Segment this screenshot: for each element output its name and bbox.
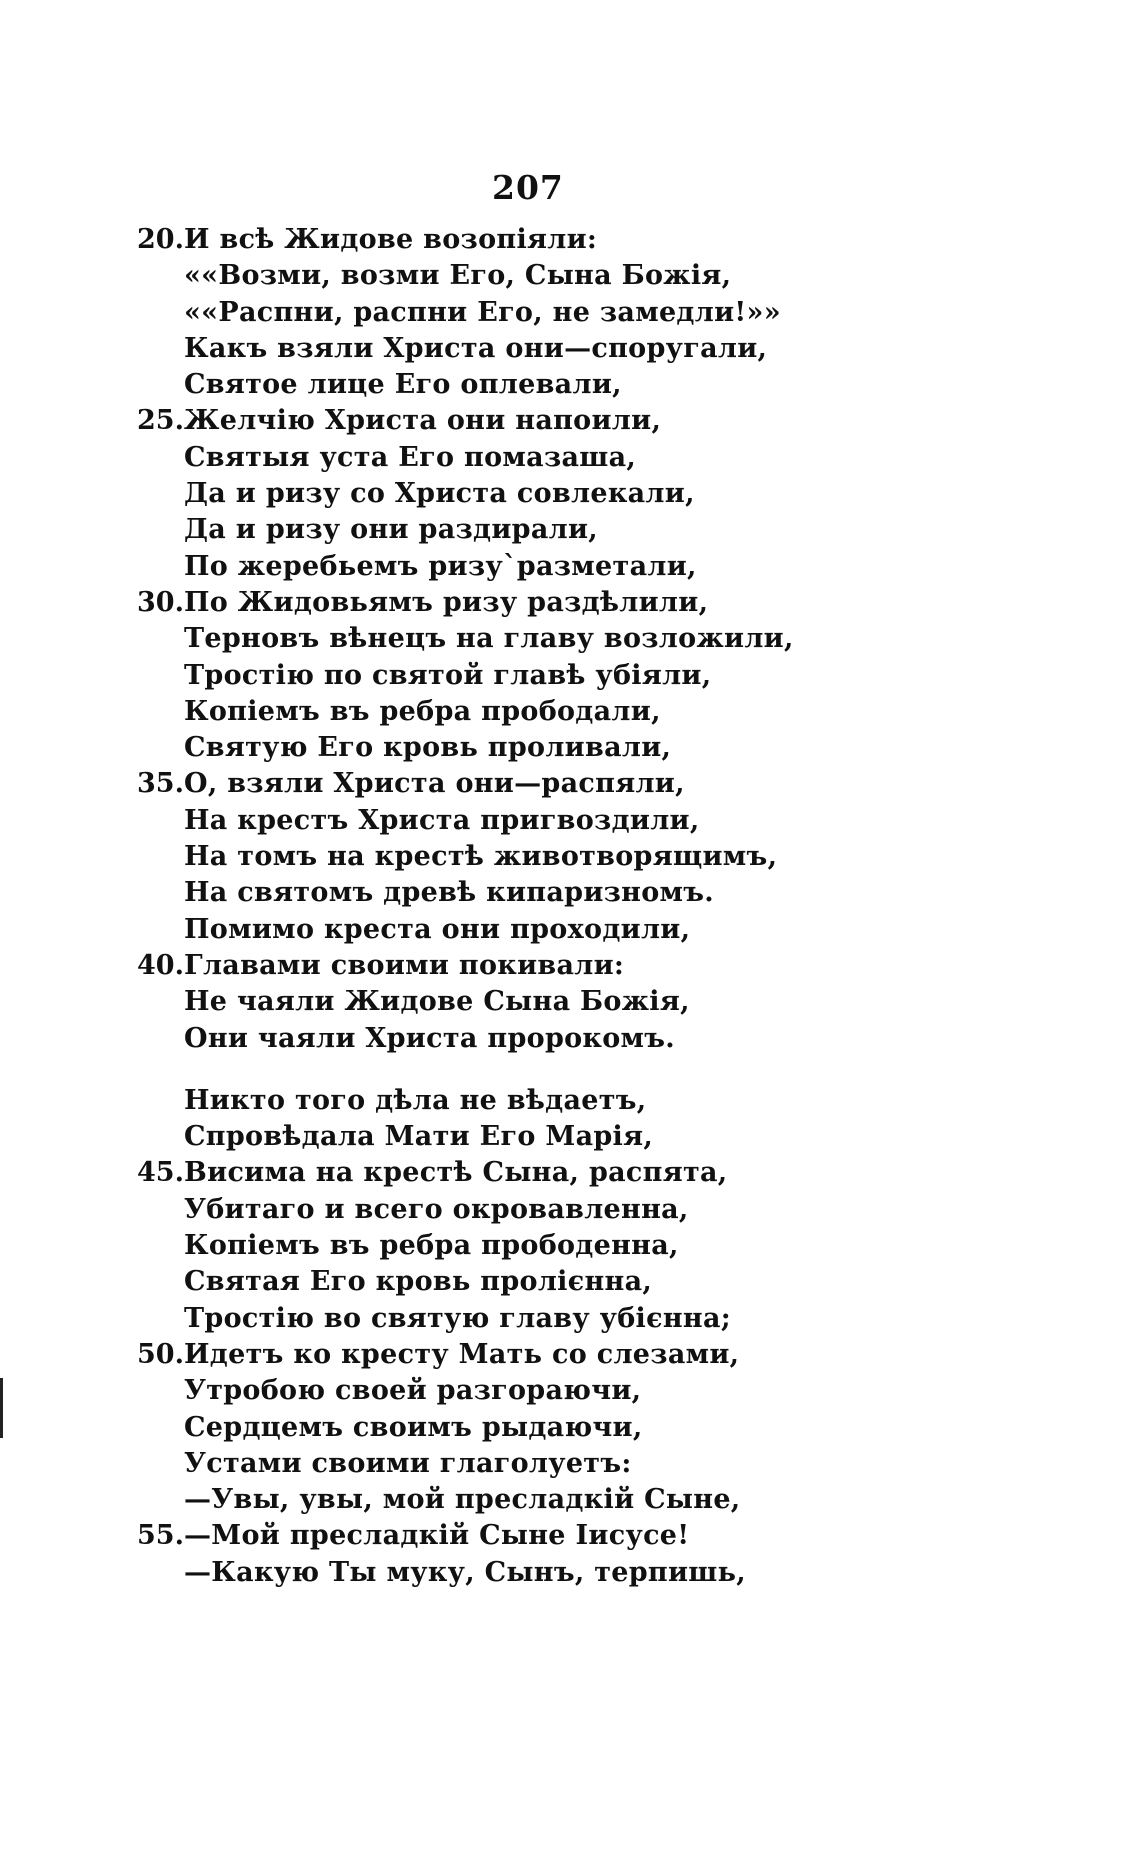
poem-line [0, 694, 1140, 730]
line-text: Святую Его кровь проливали, [184, 732, 672, 764]
scan-edge-mark [0, 1378, 3, 1438]
poem [0, 222, 1140, 1591]
poem-line [0, 222, 1140, 258]
line-text: Убитаго и всего окровавленна, [184, 1193, 689, 1225]
line-number: 30. [137, 586, 184, 618]
line-text: Святая Его кровь пролієнна, [184, 1266, 653, 1298]
poem-line [0, 912, 1140, 948]
line-text: Терновъ вѣнецъ на главу возложили, [184, 623, 794, 655]
poem-line [0, 1301, 1140, 1337]
line-number: 55. [137, 1520, 184, 1552]
line-number: 25. [137, 405, 184, 437]
poem-line [0, 1083, 1140, 1119]
line-number: 45. [137, 1157, 184, 1189]
line-number: 20. [137, 224, 184, 255]
poem-line [0, 1155, 1140, 1191]
line-text: Висима на крестѣ Сына, распята, [184, 1157, 728, 1189]
poem-line [0, 331, 1140, 367]
line-text: Утробою своей разгораючи, [184, 1375, 642, 1407]
line-text: И всѣ Жидове возопіяли: [184, 224, 598, 255]
poem-line [0, 1373, 1140, 1409]
poem-line [0, 1518, 1140, 1554]
poem-line [0, 984, 1140, 1020]
poem-line [0, 403, 1140, 439]
stanza [0, 1083, 1140, 1591]
line-text: Никто того дѣла не вѣдаетъ, [184, 1084, 647, 1116]
line-text: Главами своими покивали: [184, 949, 625, 981]
line-text: —Увы, увы, мой пресладкій Сыне, [184, 1484, 741, 1516]
poem-line [0, 258, 1140, 294]
poem-line [0, 1021, 1140, 1057]
line-text: —Мой пресладкій Сыне Іисусе! [184, 1520, 690, 1552]
poem-line [0, 1119, 1140, 1155]
line-number: 40. [137, 949, 184, 981]
poem-line [0, 1192, 1140, 1228]
poem-line [0, 1410, 1140, 1446]
line-text: Спровѣдала Мати Его Марія, [184, 1121, 654, 1153]
line-text: Идетъ ко кресту Мать со слезами, [184, 1338, 740, 1370]
line-text: Тростію во святую главу убієнна; [184, 1302, 732, 1334]
line-text: ««Распни, распни Его, не замедли!»» [184, 296, 781, 328]
poem-line [0, 658, 1140, 694]
poem-line [0, 295, 1140, 331]
line-text: Копіемъ въ ребра прободенна, [184, 1230, 679, 1262]
poem-line [0, 621, 1140, 657]
poem-line [0, 512, 1140, 548]
line-text: Помимо креста они проходили, [184, 913, 691, 945]
poem-line [0, 875, 1140, 911]
line-text: ««Возми, возми Его, Сына Божія, [184, 260, 732, 292]
poem-line [0, 803, 1140, 839]
line-text: По жеребьемъ ризу`разметали, [184, 550, 697, 582]
line-text: На святомъ древѣ кипаризномъ. [184, 877, 715, 909]
line-text: Какъ взяли Христа они—споругали, [184, 332, 768, 364]
line-text: Копіемъ въ ребра прободали, [184, 695, 661, 727]
poem-line [0, 476, 1140, 512]
line-text: По Жидовьямъ ризу раздѣлили, [184, 586, 709, 618]
line-text: О, взяли Христа они—распяли, [184, 768, 685, 800]
poem-line [0, 1555, 1140, 1591]
poem-line [0, 948, 1140, 984]
poem-line [0, 839, 1140, 875]
poem-line [0, 1446, 1140, 1482]
line-text: Святое лице Его оплевали, [184, 369, 622, 401]
line-text: Устами своими глаголуетъ: [184, 1447, 632, 1479]
line-text: На крестъ Христа пригвоздили, [184, 804, 700, 836]
poem-line [0, 1482, 1140, 1518]
poem-line [0, 1228, 1140, 1264]
line-text: Да и ризу со Христа совлекали, [184, 478, 695, 510]
line-text: Они чаяли Христа пророкомъ. [184, 1022, 676, 1054]
line-text: Святыя уста Его помазаша, [184, 441, 637, 473]
poem-line [0, 766, 1140, 802]
line-number: 35. [137, 768, 184, 800]
poem-line [0, 1264, 1140, 1300]
poem-line [0, 440, 1140, 476]
line-text: Не чаяли Жидове Сына Божія, [184, 986, 690, 1018]
poem-line [0, 1337, 1140, 1373]
line-text: Да и ризу они раздирали, [184, 514, 599, 546]
line-text: На томъ на крестѣ животворящимъ, [184, 841, 778, 873]
poem-line [0, 367, 1140, 403]
line-text: Желчію Христа они напоили, [184, 405, 662, 437]
page-number: 207 [492, 168, 564, 207]
stanza [0, 222, 1140, 1057]
line-text: Тростію по святой главѣ убіяли, [184, 659, 712, 691]
poem-line [0, 549, 1140, 585]
line-text: Сердцемъ своимъ рыдаючи, [184, 1411, 643, 1443]
line-number: 50. [137, 1338, 184, 1370]
poem-line [0, 585, 1140, 621]
poem-line [0, 730, 1140, 766]
line-text: —Какую Ты муку, Сынъ, терпишь, [184, 1556, 746, 1588]
